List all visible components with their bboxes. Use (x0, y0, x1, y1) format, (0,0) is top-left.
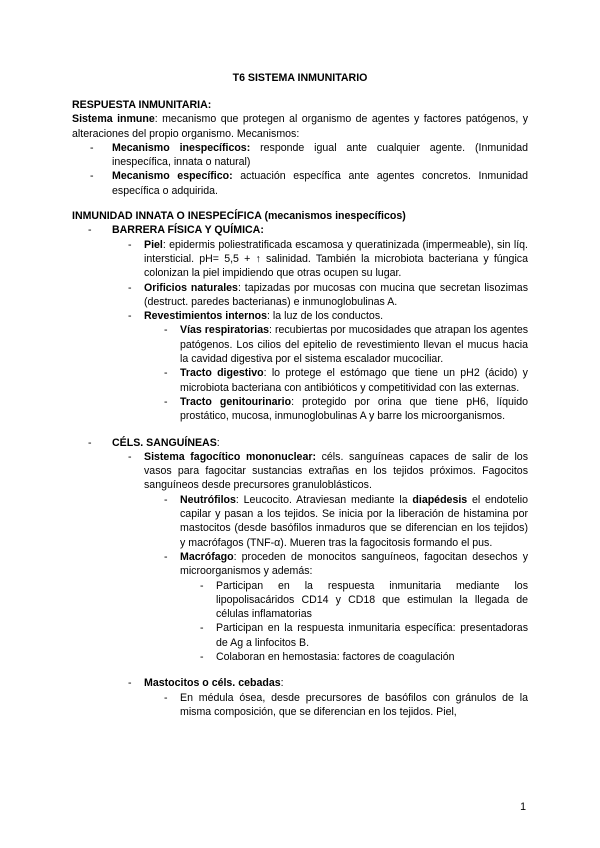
list-item-vias-respiratorias: - Vías respiratorias: recubiertas por mucosidades que atrapan los agentes patógenos. Los cilios del epitelio de revestimiento llevan el mucus hacia la cavidad digestiva por el sistema escalador mucociliar. (164, 324, 529, 366)
list-item-cels-sanguineas: - CÉLS. SANGUÍNEAS: (88, 436, 220, 449)
list-item-macrofago-especifica: - Participan en la respuesta inmunitaria específica: presentadoras de Ag a linfocitos B. (200, 622, 528, 649)
document-title: T6 SISTEMA INMUNITARIO (232, 72, 368, 84)
bullet-dash: - (128, 281, 132, 294)
list-item-macrofago-respuesta: - Participan en la respuesta inmunitaria mediante los lipopolisacáridos CD14 y CD18 que estimulan la llegada de células inflamatorias (200, 579, 528, 621)
list-item-tracto-genitourinario: - Tracto genitourinario: protegido por orina que tiene pH6, líquido prostático, mucosa, inmunoglobulinas A y barre los microorganismos. (164, 395, 528, 423)
bullet-dash: - (164, 367, 168, 380)
bullet-dash: - (200, 650, 204, 663)
paragraph-sistema-inmune: Sistema inmune: mecanismo que protegen al organismo de agentes y factores patógenos, y alteraciones del propio organismo. Mecanismos: (72, 113, 528, 140)
list-item-mecanismo-especifico: - Mecanismo específico: actuación específica ante agentes concretos. Inmunidad específica o adquirida. (90, 170, 529, 197)
list-item-mastocitos: - Mastocitos o céls. cebadas: (128, 677, 284, 690)
bullet-dash: - (128, 238, 132, 251)
list-item-tracto-digestivo: - Tracto digestivo: lo protege el estómago que tiene un pH2 (ácido) y microbiota bacteriana con antibióticos y competitividad con las externas. (164, 367, 528, 394)
document-body (72, 98, 528, 719)
bullet-dash: - (128, 310, 132, 323)
bullet-dash: - (164, 395, 168, 408)
bullet-dash: - (128, 450, 132, 463)
section-heading-innata: INMUNIDAD INNATA O INESPECÍFICA (mecanismos inespecíficos) (72, 210, 406, 223)
list-item-sistema-fagocitico: - Sistema fagocítico mononuclear: céls. sanguíneas capaces de salir de los vasos para fagocitar sustancias extrañas en los tejidos próximos. Fagocitos sanguíneos desde precursores granuloblásticos. (128, 450, 529, 492)
bullet-dash: - (164, 691, 168, 704)
list-item-revestimientos: - Revestimientos internos: la luz de los conductos. (128, 310, 384, 323)
bullet-dash: - (128, 677, 132, 690)
bullet-dash: - (90, 141, 94, 154)
list-item-piel: - Piel: epidermis poliestratificada escamosa y queratinizada (impermeable), sin líq. intersticial. pH= 5,5 + ↑ salinidad. También la microbiota bacteriana y fúngica colonizan la piel impidiendo que otras ocupen su lugar. (128, 238, 528, 280)
list-item-macrofago: - Macrófago: proceden de monocitos sanguíneos, fagocitan desechos y microorganismos y además: (164, 550, 528, 578)
bullet-dash: - (200, 622, 204, 635)
bullet-dash: - (200, 579, 204, 592)
list-item-barrera: - BARRERA FÍSICA Y QUÍMICA: (88, 224, 264, 237)
list-item-macrofago-hemostasia: - Colaboran en hemostasia: factores de coagulación (200, 650, 455, 663)
bullet-dash: - (164, 550, 168, 563)
bullet-dash: - (90, 170, 94, 183)
bullet-dash: - (164, 324, 168, 337)
list-item-orificios: - Orificios naturales: tapizadas por mucosas con mucina que secretan lisozimas (destruct. paredes bacterianas) e inmunoglobulinas A. (128, 281, 528, 308)
bullet-dash: - (164, 493, 168, 506)
bullet-dash: - (88, 436, 92, 449)
list-item-mecanismo-inespecifico: - Mecanismo inespecíficos: responde igual ante cualquier agente. (Inmunidad inespecífica, innata o natural) (90, 141, 529, 169)
list-item-neutrofilos: - Neutrófilos: Leucocito. Atraviesan mediante la diapédesis el endotelio capilar y pasan a los tejidos. Se inicia por la liberación de histamina por mastocitos (desde basófilos inmaduros que se diferencian en los tejidos) y macrófagos (TNF-α). Mueren tras la fagocitosis formando el pus. (164, 493, 528, 549)
page-number: 1 (520, 801, 526, 813)
list-item-mastocitos-medula: - En médula ósea, desde precursores de basófilos con gránulos de la misma composición, que se diferencian en los tejidos. Piel, (164, 691, 528, 718)
bullet-dash: - (88, 224, 92, 237)
section-heading-respuesta: RESPUESTA INMUNITARIA: (72, 99, 212, 111)
